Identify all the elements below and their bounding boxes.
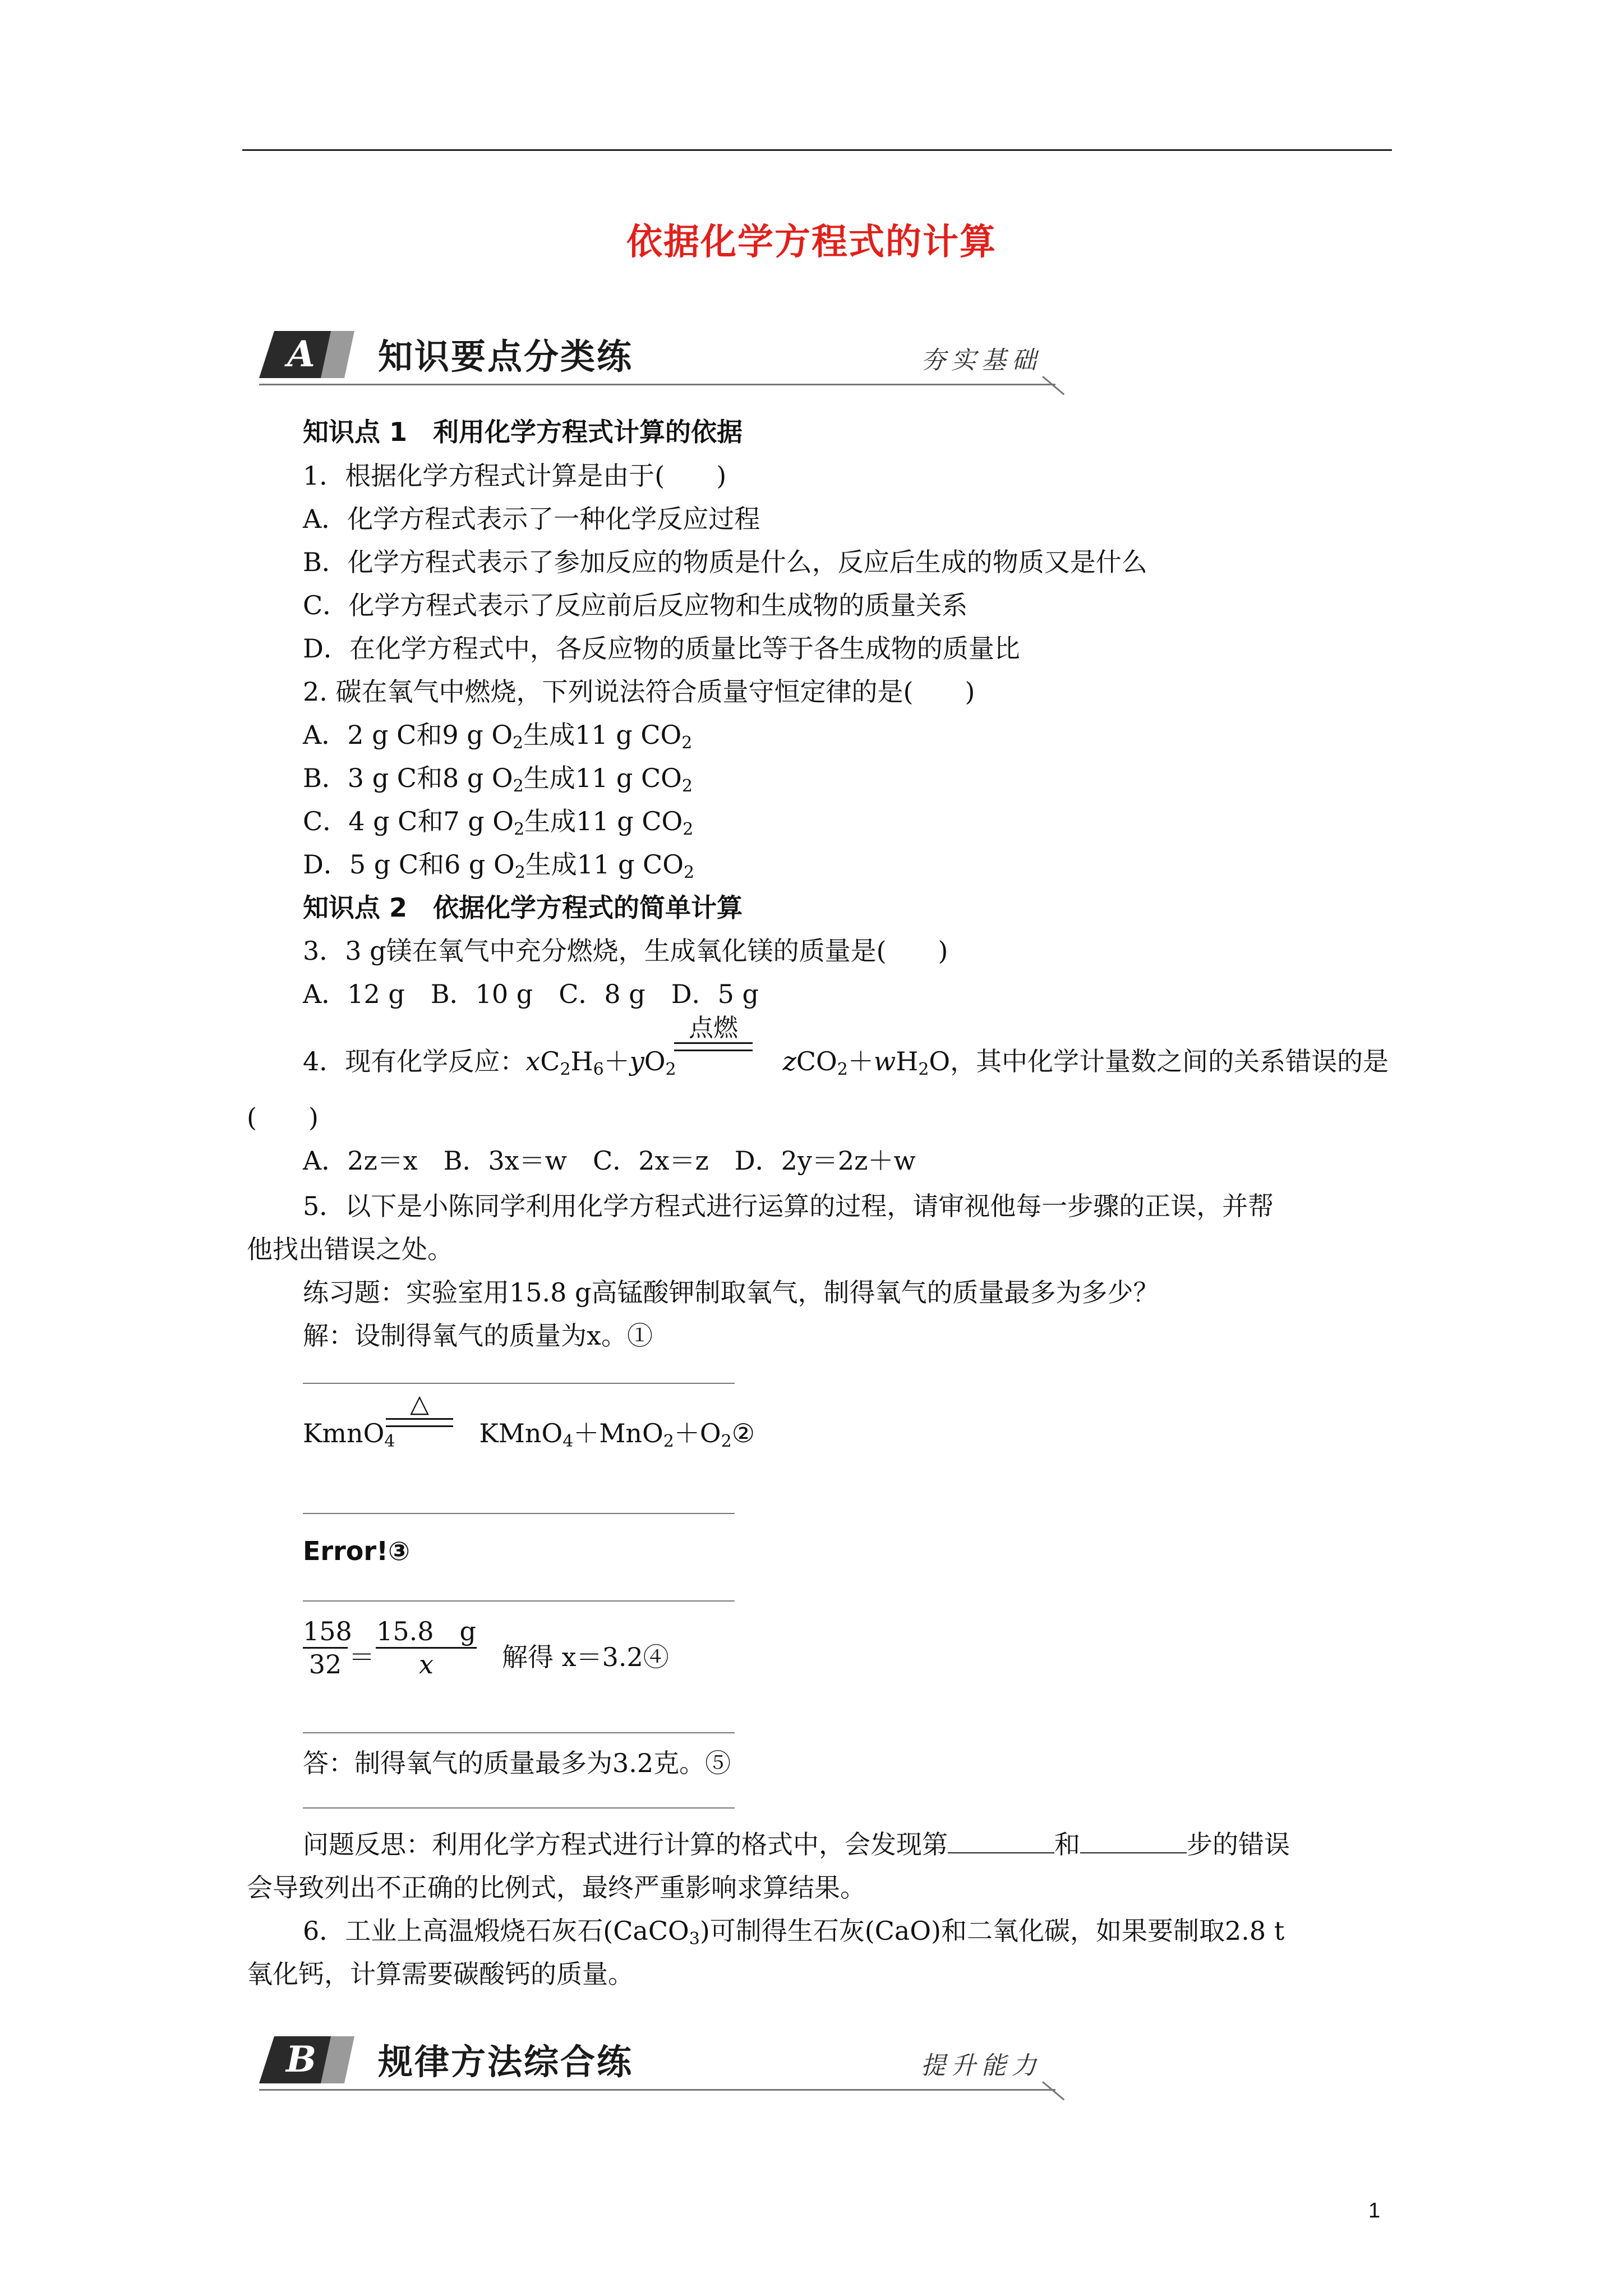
q4-stem: 4．现有化学反应：$xC_2H_6+yO_2$ $zCO_2+wH_2O$，其中化学计量数之间的关系错误的是: [303, 1046, 1389, 1079]
q5-stem-line2: 他找出错误之处。: [247, 1234, 453, 1264]
section-a-letter: A: [287, 333, 315, 375]
q5-step-4: 解得 x＝3.2④: [502, 1642, 669, 1672]
q6-line2: 氧化钙，计算需要碳酸钙的质量。: [247, 1959, 634, 1989]
q1-option-a: A．化学方程式表示了一种化学反应过程: [303, 504, 760, 534]
q1-option-d: D．在化学方程式中，各反应物的质量比等于各生成物的质量比: [303, 633, 1020, 664]
q5-reflection-line2: 会导致列出不正确的比例式，最终严重影响求算结果。: [247, 1872, 866, 1903]
header-rule: [242, 149, 1392, 151]
fraction-15.8-x: 15.8 g x: [376, 1616, 476, 1680]
section-b-banner: [259, 2031, 1072, 2104]
equals-sign: ＝: [349, 1642, 375, 1672]
q2-option-b: B．3 g C和8 g $O_2$生成11 g $CO_2$: [303, 763, 693, 796]
section-b-badge: [259, 2036, 343, 2083]
step-divider-4: [303, 1732, 735, 1733]
q2-stem: 2. 碳在氧气中燃烧，下列说法符合质量守恒定律的是( ): [303, 677, 975, 707]
q5-reflection-line1: 问题反思：利用化学方程式进行计算的格式中，会发现第 和 步的错误: [303, 1829, 1290, 1860]
q3-options: A．12 g B．10 g C．8 g D．5 g: [303, 979, 759, 1009]
section-b-tagline: 提升能力: [921, 2051, 1042, 2080]
q1-stem: 1．根据化学方程式计算是由于( ): [303, 461, 727, 491]
fraction-158-32: 158 32: [303, 1616, 352, 1680]
knowledge-point-2: 知识点 2 依据化学方程式的简单计算: [303, 892, 743, 923]
answer-blank-1[interactable]: [948, 1830, 1054, 1853]
q3-stem: 3．3 g镁在氧气中充分燃烧，生成氧化镁的质量是( ): [303, 936, 948, 966]
q5-reaction-arrow: [386, 1390, 453, 1427]
q5-step-3: Error!③: [303, 1536, 411, 1566]
page-title: 依据化学方程式的计算: [626, 221, 997, 263]
knowledge-point-1: 知识点 1 利用化学方程式计算的依据: [303, 417, 743, 447]
step-divider-1: [303, 1383, 735, 1384]
q5-step-5: 答：制得氧气的质量最多为3.2克。⑤: [303, 1748, 731, 1778]
step-divider-5: [303, 1807, 735, 1809]
q2-option-a: A．2 g C和9 g $O_2$生成11 g $CO_2$: [303, 720, 693, 753]
q5-step-2: KmnO$_4$ $KMnO_4+MnO_2+O_2②$: [303, 1418, 755, 1451]
q4-options: A．2z＝x B．3x＝w C．2x＝z D．2y＝2z＋w: [303, 1145, 916, 1176]
q4-reaction-arrow: [674, 1014, 753, 1051]
answer-blank-2[interactable]: [1080, 1830, 1187, 1853]
q4-answer-paren: ( ): [247, 1102, 319, 1133]
q4-condition: 点燃: [689, 1014, 738, 1042]
section-a-banner: [259, 325, 1072, 398]
q1-option-c: C．化学方程式表示了反应前后反应物和生成物的质量关系: [303, 590, 968, 620]
q6-line1: 6．工业上高温煅烧石灰石(CaCO$_3$)可制得生石灰(CaO)和二氧化碳，如果要制取2.8 t: [303, 1916, 1285, 1949]
section-a-badge: [259, 331, 343, 378]
q5-step-1: 解：设制得氧气的质量为x。①: [303, 1320, 653, 1351]
step-divider-2: [303, 1513, 735, 1514]
section-b-letter: B: [285, 2039, 317, 2081]
section-b-heading: 规律方法综合练: [378, 2041, 634, 2082]
q2-option-d: D．5 g C和6 g $O_2$生成11 g $CO_2$: [303, 849, 695, 882]
q5-stem-line1: 5．以下是小陈同学利用化学方程式进行运算的过程，请审视他每一步骤的正误，并帮: [303, 1191, 1274, 1221]
section-a-tagline: 夯实基础: [921, 346, 1042, 375]
q1-option-b: B．化学方程式表示了参加反应的物质是什么，反应后生成的物质又是什么: [303, 547, 1147, 577]
q2-option-c: C．4 g C和7 g $O_2$生成11 g $CO_2$: [303, 806, 694, 839]
q5-exercise: 练习题：实验室用15.8 g高锰酸钾制取氧气，制得氧气的质量最多为多少？: [303, 1277, 1159, 1308]
step-divider-3: [303, 1600, 735, 1602]
section-a-heading: 知识要点分类练: [378, 336, 634, 377]
heat-condition: △: [410, 1389, 429, 1418]
page-number: 1: [1368, 2199, 1381, 2223]
